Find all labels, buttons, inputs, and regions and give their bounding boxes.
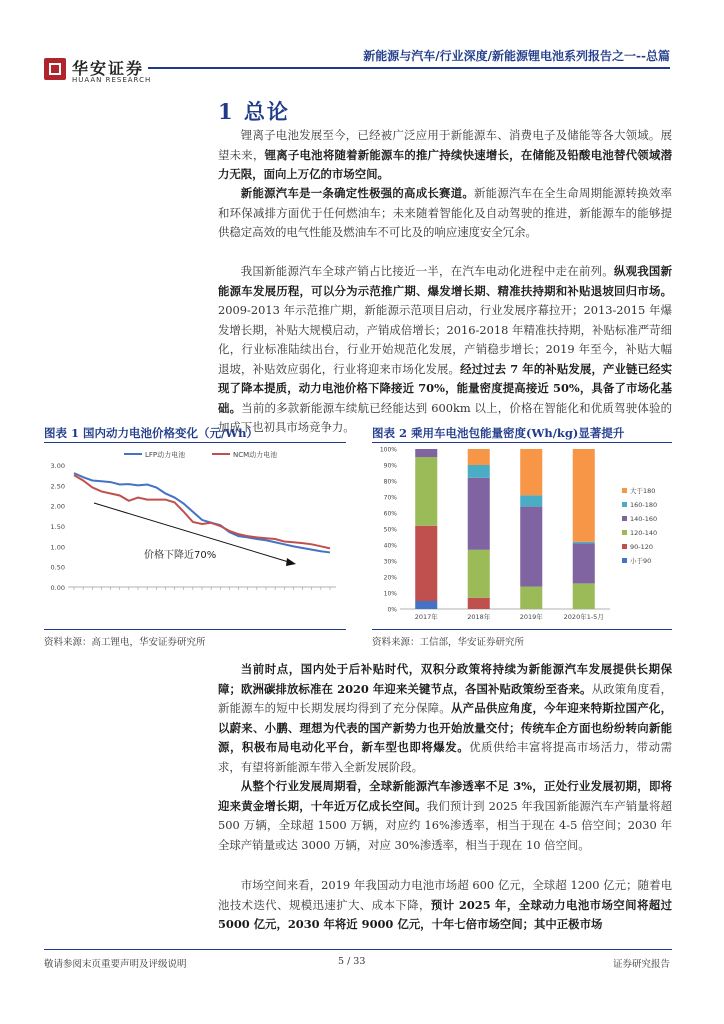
figure-1-caption-rule — [44, 442, 346, 443]
p2-text: 新能源汽车在全生命周期能源转换效率和环保减排方面优于任何燃油车；未来随着智能化及自动驾驶的推进，新能源车的能够提供稳定高效的电气性能及燃油车不可比及的响应速度安全冗余。 — [218, 186, 672, 239]
bar-segment — [520, 449, 542, 495]
bar-segment — [520, 495, 542, 506]
y-tick-label: 40% — [383, 542, 397, 550]
bar-segment — [468, 465, 490, 478]
report-title: 新能源与汽车/行业深度/新能源锂电池系列报告之一--总篇 — [363, 49, 670, 63]
y-tick-label: 1.00 — [50, 543, 65, 552]
y-tick-label: 80% — [383, 478, 397, 486]
paragraph-6 — [218, 876, 672, 935]
chart-annotation: 价格下降近70% — [144, 550, 217, 561]
p6-text: 市场空间来看，2019 年我国动力电池市场超 600 亿元，全球超 1200 亿元；随着电池技术迭代、规模迅速扩大、成本下降， — [218, 878, 672, 912]
bar-segment — [573, 449, 595, 542]
bar-segment — [415, 449, 437, 457]
figure-2-caption-rule — [372, 442, 672, 443]
section-title: 1 总论 — [218, 99, 290, 124]
bar-segment — [468, 598, 490, 609]
series-line-1 — [74, 473, 330, 552]
paragraph-2 — [218, 184, 672, 243]
y-tick-label: 1.50 — [50, 523, 65, 531]
figure-2-source-rule — [372, 629, 672, 630]
legend-label: 小于90 — [630, 557, 652, 565]
bar-segment — [520, 507, 542, 587]
figure-2-source: 资料来源：工信部，华安证券研究所 — [372, 637, 525, 648]
battery-price-line-chart — [44, 445, 346, 627]
legend-label: 90-120 — [630, 543, 654, 551]
y-tick-label: 0.00 — [50, 584, 65, 592]
legend-swatch — [622, 502, 627, 507]
p6-bold: 预计 2025 年，全球动力电池市场空间将超过 5000 亿元，2030 年将近 9000 亿元，十年七倍市场空间；其中正极市场 — [218, 897, 672, 931]
bar-segment — [520, 587, 542, 609]
p3-text-c: 当前的多款新能源车续航已经能达到 600km 以上，价格在智能化和优质驾驶体验的加成下也初具市场竞争力。 — [218, 400, 672, 434]
y-tick-label: 30% — [383, 558, 397, 566]
y-tick-label: 2.50 — [50, 482, 65, 491]
paragraph-1 — [218, 126, 672, 185]
figure-1-caption: 图表 1 国内动力电池价格变化（元/Wh） — [44, 426, 258, 440]
footer-disclaimer: 敬请参阅末页重要声明及评级说明 — [44, 959, 187, 970]
bar-segment — [415, 526, 437, 601]
bar-segment — [573, 542, 595, 544]
trend-arrowhead — [286, 558, 296, 566]
p3-text-b: 2009-2013 年示范推广期，新能源示范项目启动，行业发展序幕拉开；2013-2015 年爆发增长期，补贴大规模启动，产销成倍增长；2016-2018 年精准扶持期，补贴标准严苛细化，行业标准陆续出台，行业开始规范化发展，产销稳步增长；2019 年至今，补贴大幅退坡，补贴效应弱化，行业将迎来市场化发展。 — [218, 303, 672, 376]
y-tick-label: 50% — [383, 526, 397, 534]
y-tick-label: 60% — [383, 510, 397, 518]
x-tick-label: 2019年 — [519, 613, 543, 621]
y-tick-label: 10% — [383, 590, 397, 598]
p3-text-a: 我国新能源汽车全球产销占比接近一半，在汽车电动化进程中走在前列。 — [240, 264, 614, 278]
figure-2-caption: 图表 2 乘用车电池包能量密度(Wh/kg)显著提升 — [372, 426, 625, 440]
bar-segment — [468, 449, 490, 465]
p4-text-a: 从政策角度看，新能源车的短中长期发展均得到了充分保障。 — [218, 681, 672, 715]
bar-segment — [573, 583, 595, 609]
p5-bold: 从整个行业发展周期看，全球新能源汽车渗透率不足 3%，正处行业发展初期，即将迎来黄金增长期，十年近万亿成长空间。 — [218, 779, 672, 813]
p5-text: 我们预计到 2025 年我国新能源汽车产销量将超 500 万辆，全球超 1500 万辆，对应约 16%渗透率，相当于现在 4-5 倍空间；2030 年全球产销量或达 3000 万辆，对应 30%渗透率，相当于现在 10 倍空间。 — [218, 798, 672, 852]
legend-label: 160-180 — [630, 501, 658, 509]
y-tick-label: 70% — [383, 494, 397, 502]
y-tick-label: 3.00 — [50, 462, 65, 470]
legend-label: 140-160 — [630, 515, 658, 523]
legend-label: 大于180 — [630, 487, 656, 495]
y-tick-label: 90% — [383, 462, 397, 470]
figure-1-source-rule — [44, 629, 346, 630]
y-tick-label: 0.50 — [50, 563, 65, 572]
bar-segment — [415, 457, 437, 526]
legend-label: 120-140 — [630, 529, 658, 537]
x-tick-label: 2020年1-5月 — [563, 613, 604, 621]
page-number: 5 / 33 — [338, 956, 366, 967]
legend-swatch — [622, 516, 627, 521]
p4-bold-2: 从产品供应角度，今年迎来特斯拉国产化，以蔚来、小鹏、理想为代表的国产新势力也开始放量交付；传统车企方面也纷纷转向新能源，积极布局电动化平台，新车型也即将爆发。 — [218, 701, 672, 754]
y-tick-label: 20% — [383, 574, 397, 582]
y-tick-label: 2.00 — [50, 502, 65, 511]
p4-bold: 当前时点，国内处于后补贴时代，双积分政策将持续为新能源汽车发展提供长期保障；欧洲碳排放标准在 2020 年迎来关键节点，各国补贴政策纷至沓来。 — [218, 662, 672, 696]
paragraph-5 — [218, 777, 672, 855]
header-divider — [148, 67, 670, 69]
legend-label: LFP动力电池 — [145, 451, 186, 459]
p3-bold: 纵观我国新能源车发展历程，可以分为示范推广期、爆发增长期、精准扶持期和补贴退坡回归市场。 — [218, 264, 672, 298]
footer-label: 证券研究报告 — [612, 959, 670, 970]
p4-text-b: 优质供给丰富将提高市场活力，带动需求，有望将新能源车带入全新发展阶段。 — [218, 740, 672, 774]
x-tick-label: 2018年 — [467, 613, 491, 621]
p1-bold: 锂离子电池将随着新能源车的推广持续快速增长，在储能及铅酸电池替代领域潜力无限，面向上万亿的市场空间。 — [218, 147, 672, 181]
footer-divider — [44, 949, 672, 950]
logo-subtext: HUAAN RESEARCH — [72, 76, 152, 84]
legend-swatch — [622, 544, 627, 549]
legend-label: NCM动力电池 — [233, 451, 278, 459]
y-tick-label: 0% — [387, 606, 397, 614]
logo-text: 华安证券 — [72, 59, 145, 78]
bar-segment — [573, 543, 595, 583]
legend-swatch — [622, 530, 627, 535]
y-tick-label: 100% — [379, 446, 397, 454]
logo-mark — [44, 58, 66, 80]
p3-bold-2: 经过过去 7 年的补贴发展，产业链已经实现了降本提质，动力电池价格下降接近 70%，能量密度提高接近 50%，具备了市场化基础。 — [218, 361, 672, 415]
series-line-2 — [74, 475, 330, 548]
p2-bold: 新能源汽车是一条确定性极强的高成长赛道。 — [240, 186, 475, 200]
p1-text: 锂离子电池发展至今，已经被广泛应用于新能源车、消费电子及储能等各大领域。展望未来， — [218, 128, 672, 162]
legend-swatch — [622, 558, 627, 563]
bar-segment — [468, 478, 490, 550]
energy-density-stacked-bar-chart — [372, 445, 674, 627]
bar-segment — [415, 601, 437, 609]
paragraph-4 — [218, 660, 672, 777]
figure-1-source: 资料来源：高工锂电，华安证券研究所 — [44, 637, 206, 648]
legend-swatch — [622, 488, 627, 493]
bar-segment — [468, 550, 490, 598]
x-tick-label: 2017年 — [414, 613, 438, 621]
paragraph-3 — [218, 262, 672, 438]
